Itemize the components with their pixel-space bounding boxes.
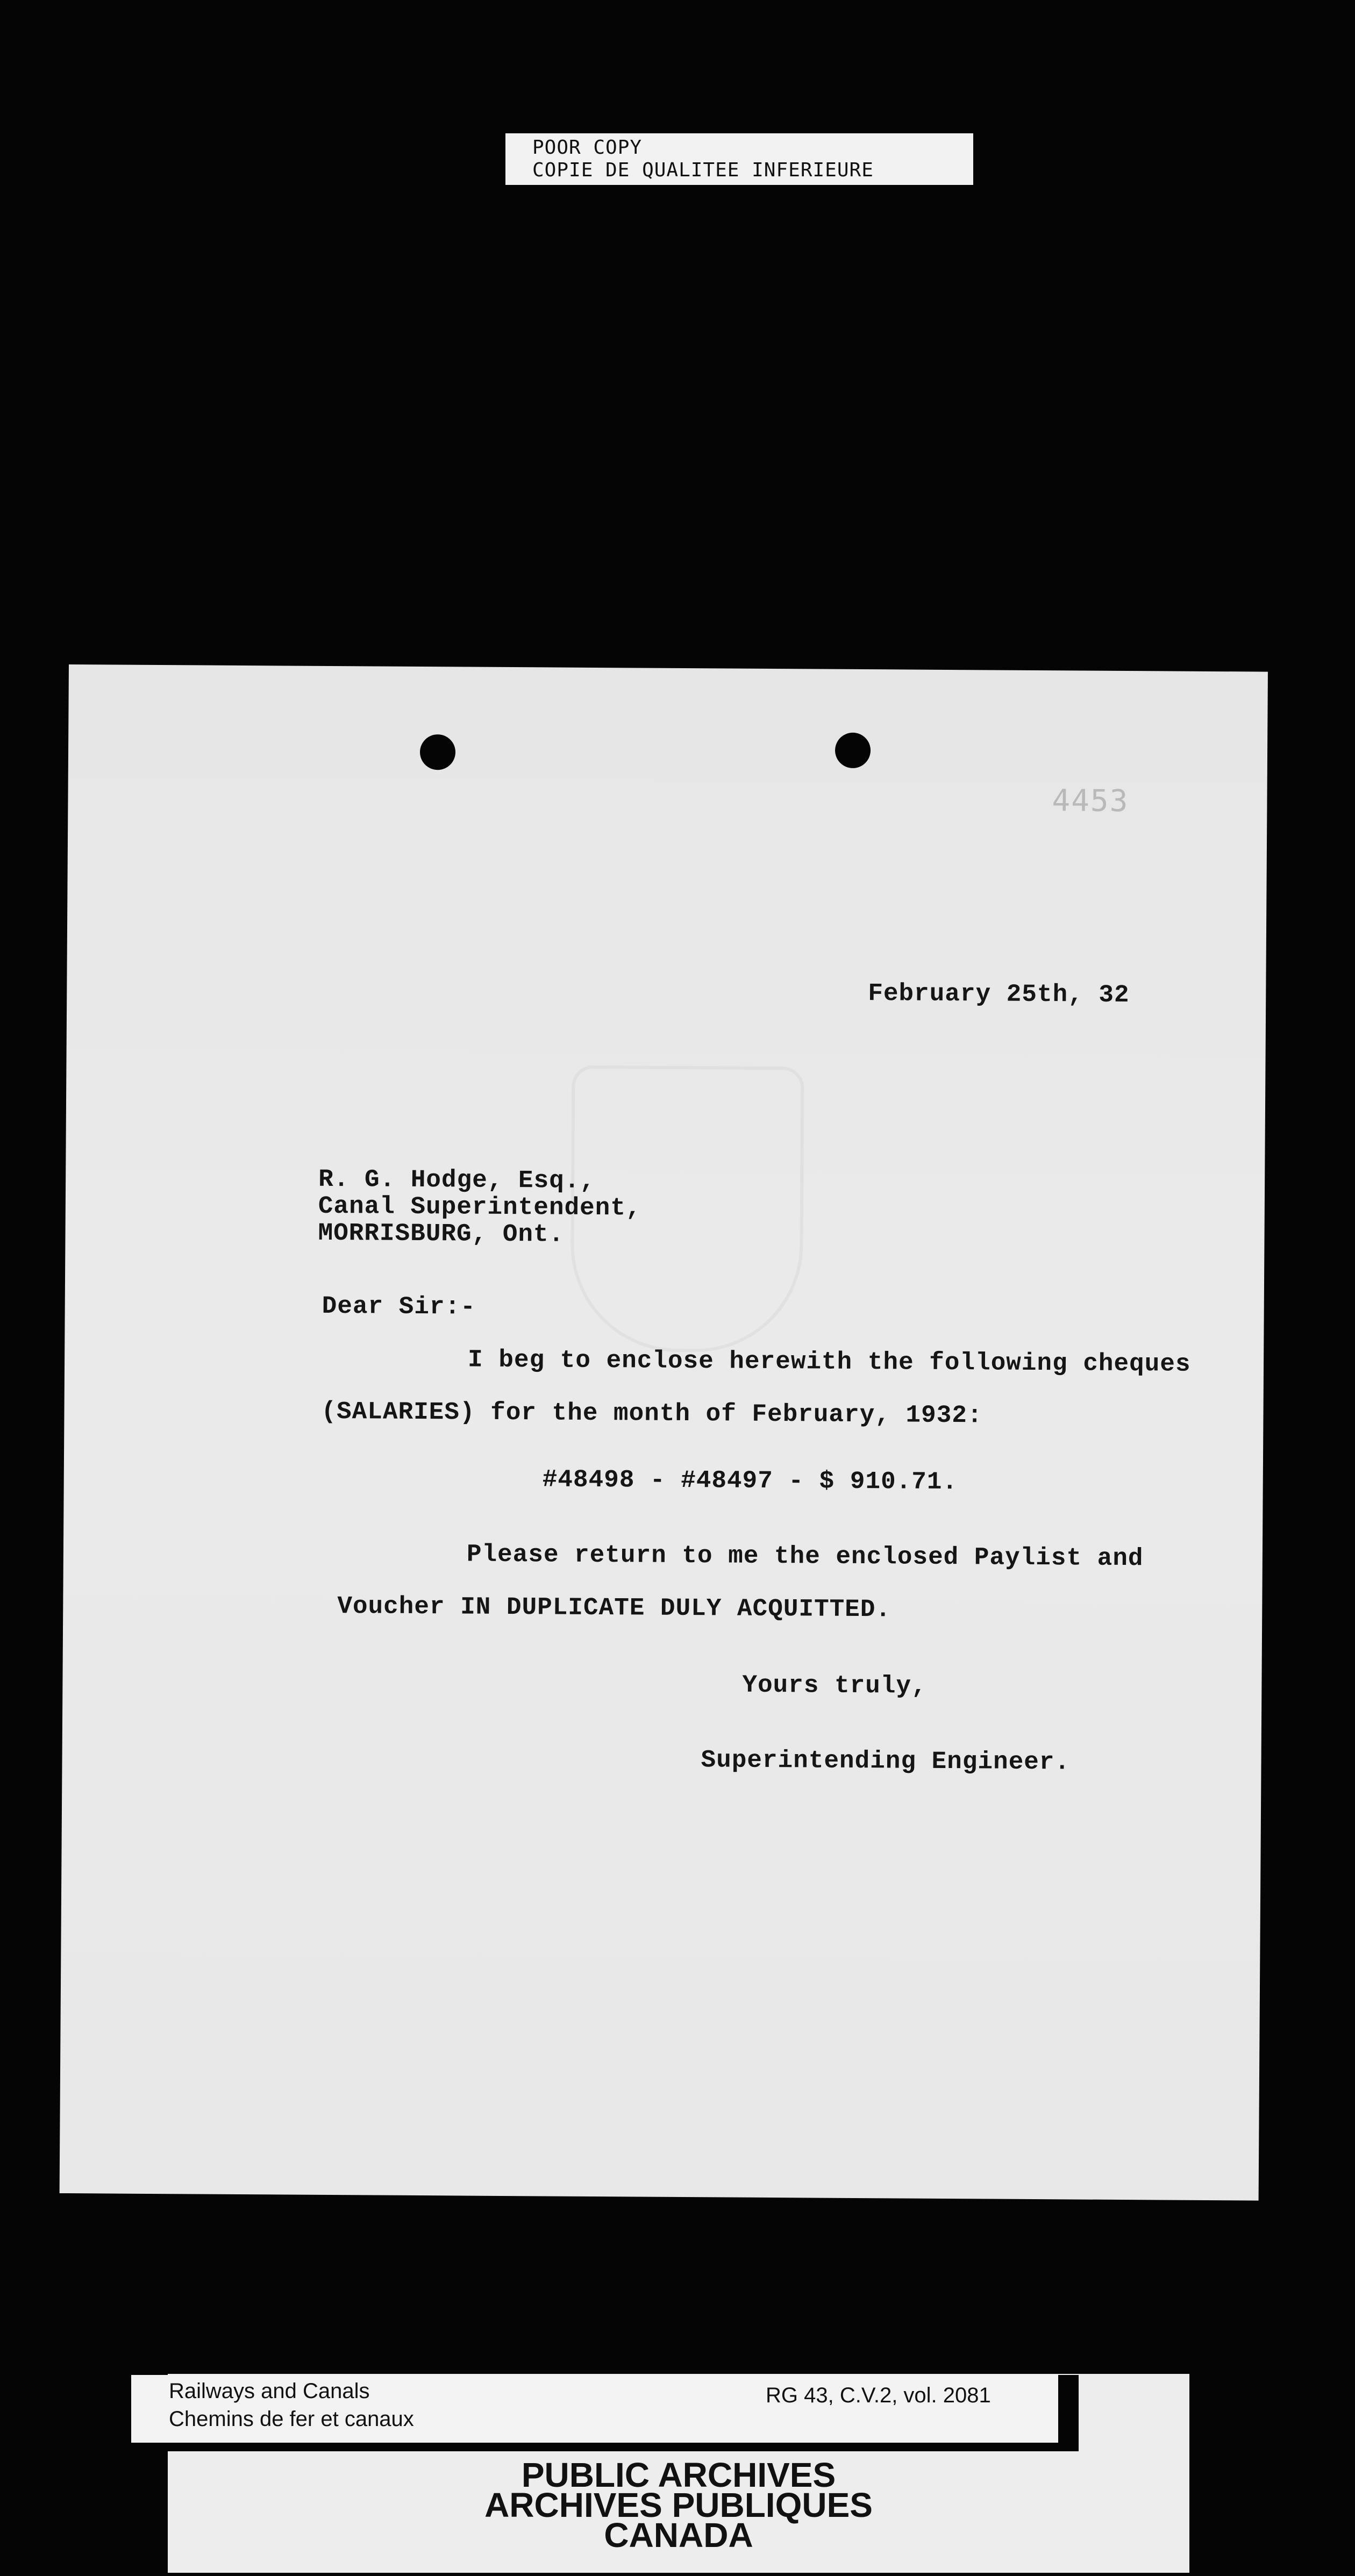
punch-hole-right [835,733,871,768]
closing: Yours truly, [742,1671,927,1700]
letter-sheet [60,664,1268,2201]
cheque-numbers-amount: #48498 - #48497 - $ 910.71. [542,1465,958,1497]
archives-title-english: PUBLIC ARCHIVES [521,2456,836,2494]
archives-title-country: CANADA [604,2516,753,2554]
paragraph-2-line-1: Please return to me the enclosed Paylist and [466,1540,1144,1573]
salutation: Dear Sir:- [322,1292,476,1321]
fonds-name-french: Chemins de fer et canaux [169,2407,414,2431]
letter-date: February 25th, 32 [868,979,1130,1010]
archives-title-french: ARCHIVES PUBLIQUES [484,2486,873,2524]
fonds-name-english: Railways and Canals [169,2379,370,2403]
poor-copy-french: COPIE DE QUALITEE INFERIEURE [532,159,874,181]
address-line-name: R. G. Hodge, Esq., [318,1165,596,1195]
paragraph-1-line-1: I beg to enclose herewith the following cheques [467,1346,1191,1378]
public-archives-title [168,2456,1189,2554]
archive-reference-label [111,2375,1079,2451]
paragraph-2-line-2: Voucher IN DUPLICATE DULY ACQUITTED. [337,1592,892,1624]
punch-hole-left [420,734,455,770]
paragraph-1-line-2: (SALARIES) for the month of February, 1932: [321,1397,983,1430]
signature-title: Superintending Engineer. [701,1746,1071,1777]
address-line-place: MORRISBURG, Ont. [318,1219,565,1249]
file-number-stamp: 4453 [1052,783,1129,819]
poor-copy-banner [505,133,973,185]
address-line-title: Canal Superintendent, [318,1192,641,1222]
poor-copy-english: POOR COPY [532,137,643,159]
archive-reference-number: RG 43, C.V.2, vol. 2081 [766,2384,991,2407]
